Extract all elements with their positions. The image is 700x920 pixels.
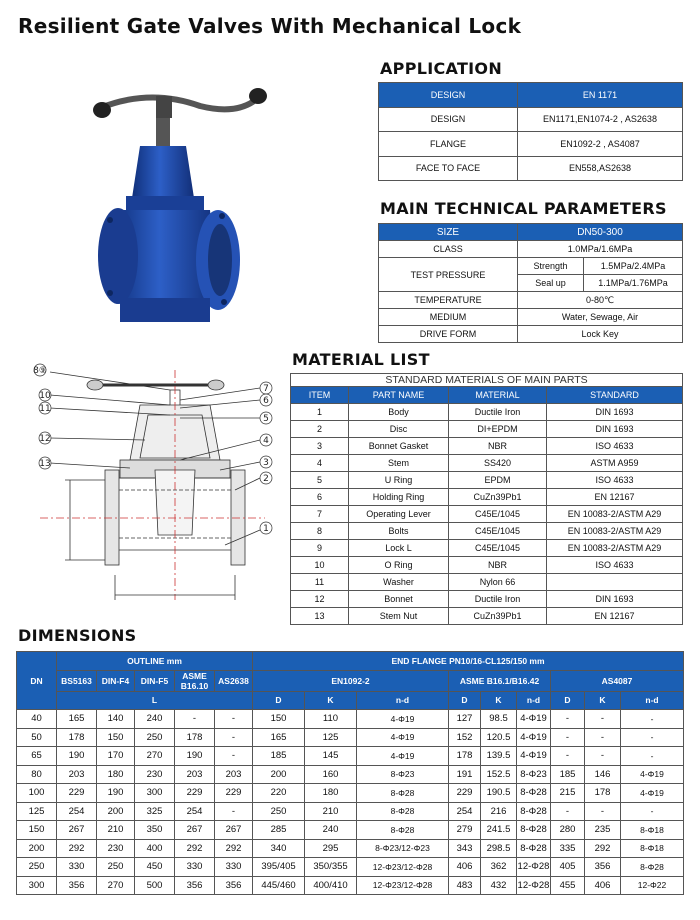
dimension-cell: 8-Φ28 xyxy=(357,784,449,803)
dimension-cell: - xyxy=(621,802,684,821)
material-row xyxy=(291,557,683,574)
sub-col-header: D xyxy=(253,691,305,710)
svg-text:1: 1 xyxy=(263,524,269,534)
dimension-cell: 200 xyxy=(253,765,305,784)
dimension-cell: 178 xyxy=(175,728,215,747)
dn-cell: 80 xyxy=(17,765,57,784)
strength-value: 1.5MPa/2.4MPa xyxy=(584,258,683,275)
material-cell: ISO 4633 xyxy=(547,438,683,455)
material-row xyxy=(291,421,683,438)
dimension-row xyxy=(17,839,684,858)
material-cell: 3 xyxy=(291,438,349,455)
dimension-cell: 12-Φ28 xyxy=(517,876,551,895)
material-col-header: ITEM xyxy=(291,387,349,404)
parameters-heading: MAIN TECHNICAL PARAMETERS xyxy=(380,199,667,218)
dimension-cell: 267 xyxy=(175,821,215,840)
material-row xyxy=(291,540,683,557)
outline-col-header: AS2638 xyxy=(215,670,253,691)
dimension-cell: 335 xyxy=(551,839,585,858)
outline-col-header: DIN-F4 xyxy=(97,670,135,691)
material-cell: SS420 xyxy=(449,455,547,472)
dimension-cell: 240 xyxy=(135,710,175,729)
material-heading: MATERIAL LIST xyxy=(292,350,430,369)
medium-value: Water, Sewage, Air xyxy=(518,309,683,326)
dimension-cell: 356 xyxy=(215,876,253,895)
material-table xyxy=(290,373,683,625)
dimension-cell: 190 xyxy=(57,747,97,766)
dimension-cell: 400 xyxy=(135,839,175,858)
dimension-cell: 8-Φ28 xyxy=(357,821,449,840)
dn-cell: 200 xyxy=(17,839,57,858)
dimension-cell: 8-Φ28 xyxy=(357,802,449,821)
medium-label: MEDIUM xyxy=(379,309,518,326)
material-row xyxy=(291,455,683,472)
dimension-cell: 152 xyxy=(449,728,481,747)
material-row xyxy=(291,489,683,506)
svg-text:11: 11 xyxy=(39,404,51,414)
dimension-cell: 455 xyxy=(551,876,585,895)
dimension-cell: 229 xyxy=(215,784,253,803)
material-row xyxy=(291,404,683,421)
material-cell: DI+EPDM xyxy=(449,421,547,438)
dimension-cell: 139.5 xyxy=(481,747,517,766)
svg-text:2: 2 xyxy=(263,474,269,484)
flange-group-header: ASME B16.1/B16.42 xyxy=(449,670,551,691)
material-cell: Washer xyxy=(349,574,449,591)
outline-col-header: BS5163 xyxy=(57,670,97,691)
dimension-cell: - xyxy=(585,747,621,766)
application-cell: FLANGE xyxy=(379,132,518,157)
dimension-cell: 254 xyxy=(57,802,97,821)
svg-text:13: 13 xyxy=(39,459,51,469)
material-cell: EN 12167 xyxy=(547,608,683,625)
dimension-cell: 279 xyxy=(449,821,481,840)
dimension-cell: 12-Φ23/12-Φ28 xyxy=(357,876,449,895)
callout-8-9: 8⑨ xyxy=(33,366,47,376)
dimension-cell: 250 xyxy=(97,858,135,877)
dimension-cell: 330 xyxy=(215,858,253,877)
dimension-cell: 483 xyxy=(449,876,481,895)
dimension-cell: 190.5 xyxy=(481,784,517,803)
dn-cell: 250 xyxy=(17,858,57,877)
material-cell: 8 xyxy=(291,523,349,540)
dimension-cell: 165 xyxy=(253,728,305,747)
dimension-cell: 254 xyxy=(175,802,215,821)
dimension-cell: 330 xyxy=(175,858,215,877)
dn-cell: 40 xyxy=(17,710,57,729)
dimension-cell: 292 xyxy=(215,839,253,858)
material-cell: Lock L xyxy=(349,540,449,557)
dimension-cell: - xyxy=(215,747,253,766)
material-col-header: MATERIAL xyxy=(449,387,547,404)
dimension-cell: 160 xyxy=(305,765,357,784)
material-cell: U Ring xyxy=(349,472,449,489)
sub-col-header: D xyxy=(551,691,585,710)
dimension-cell: - xyxy=(551,728,585,747)
dimension-cell: 8-Φ28 xyxy=(517,784,551,803)
dimension-cell: 270 xyxy=(135,747,175,766)
dimension-cell: 140 xyxy=(97,710,135,729)
dimension-row xyxy=(17,747,684,766)
material-cell: Ductile Iron xyxy=(449,591,547,608)
material-cell: 4 xyxy=(291,455,349,472)
material-cell: Bolts xyxy=(349,523,449,540)
application-cell: EN 1171 xyxy=(518,83,683,108)
dimension-cell: 250 xyxy=(253,802,305,821)
material-cell: DIN 1693 xyxy=(547,421,683,438)
dimension-cell: 216 xyxy=(481,802,517,821)
dimension-cell: 4-Φ19 xyxy=(517,710,551,729)
outline-col-header: DIN-F5 xyxy=(135,670,175,691)
dimension-cell: 405 xyxy=(551,858,585,877)
svg-text:5: 5 xyxy=(263,414,269,424)
material-cell: EN 10083-2/ASTM A29 xyxy=(547,523,683,540)
dimension-cell: 8-Φ28 xyxy=(517,802,551,821)
material-cell: Bonnet xyxy=(349,591,449,608)
material-cell: 5 xyxy=(291,472,349,489)
dimension-cell: 8-Φ23 xyxy=(517,765,551,784)
size-label: SIZE xyxy=(379,224,518,241)
dimension-cell: 4-Φ19 xyxy=(621,784,684,803)
material-cell: ASTM A959 xyxy=(547,455,683,472)
material-row xyxy=(291,608,683,625)
dimension-cell: 4-Φ19 xyxy=(517,747,551,766)
dimension-cell: 356 xyxy=(175,876,215,895)
dimension-cell: - xyxy=(175,710,215,729)
dimension-cell: 152.5 xyxy=(481,765,517,784)
application-cell: DESIGN xyxy=(379,83,518,108)
dimension-cell: 185 xyxy=(551,765,585,784)
dimension-cell: 270 xyxy=(97,876,135,895)
material-row xyxy=(291,574,683,591)
dimension-cell: 230 xyxy=(97,839,135,858)
dimension-cell: - xyxy=(585,710,621,729)
sub-col-header: n-d xyxy=(621,691,684,710)
dimension-cell: 110 xyxy=(305,710,357,729)
dimension-cell: 229 xyxy=(175,784,215,803)
dimension-cell: 280 xyxy=(551,821,585,840)
svg-text:7: 7 xyxy=(263,384,269,394)
valve-product-image xyxy=(90,88,290,348)
dimension-cell: 267 xyxy=(215,821,253,840)
dimension-cell: - xyxy=(621,710,684,729)
dimension-cell: 330 xyxy=(57,858,97,877)
dimension-cell: 190 xyxy=(97,784,135,803)
sealup-label: Seal up xyxy=(518,275,584,292)
dimension-cell: 210 xyxy=(97,821,135,840)
material-cell: EPDM xyxy=(449,472,547,489)
dimension-cell: 12-Φ28 xyxy=(517,858,551,877)
dimension-cell: 300 xyxy=(135,784,175,803)
flange-group-header: EN1092-2 xyxy=(253,670,449,691)
material-cell: Stem xyxy=(349,455,449,472)
sub-col-header: K xyxy=(305,691,357,710)
dimension-cell: 350/355 xyxy=(305,858,357,877)
dimension-cell: 215 xyxy=(551,784,585,803)
dimension-row xyxy=(17,858,684,877)
outline-col-header: ASME B16.10 xyxy=(175,670,215,691)
material-cell: 7 xyxy=(291,506,349,523)
dimension-cell: 4-Φ19 xyxy=(517,728,551,747)
svg-text:10: 10 xyxy=(39,391,51,401)
material-cell: Stem Nut xyxy=(349,608,449,625)
dimension-cell: 4-Φ19 xyxy=(357,710,449,729)
dimension-cell: 230 xyxy=(135,765,175,784)
dimension-cell: 340 xyxy=(253,839,305,858)
dimension-cell: - xyxy=(551,747,585,766)
temperature-value: 0-80℃ xyxy=(518,292,683,309)
dimension-cell: - xyxy=(551,710,585,729)
material-row xyxy=(291,472,683,489)
dimension-cell: 356 xyxy=(585,858,621,877)
dimensions-heading: DIMENSIONS xyxy=(18,626,137,645)
dimensions-table xyxy=(16,651,684,895)
dimension-cell: 285 xyxy=(253,821,305,840)
dimension-row xyxy=(17,765,684,784)
application-cell: EN1171,EN1074-2 , AS2638 xyxy=(518,107,683,132)
dimension-cell: 500 xyxy=(135,876,175,895)
material-banner: STANDARD MATERIALS OF MAIN PARTS xyxy=(291,374,683,387)
dimension-row xyxy=(17,710,684,729)
l-header: L xyxy=(57,691,253,710)
application-cell: EN558,AS2638 xyxy=(518,156,683,181)
dimension-row xyxy=(17,784,684,803)
material-cell: 9 xyxy=(291,540,349,557)
dimension-cell: 343 xyxy=(449,839,481,858)
dimension-cell: 165 xyxy=(57,710,97,729)
material-cell: NBR xyxy=(449,557,547,574)
material-cell: 1 xyxy=(291,404,349,421)
test-pressure-label: TEST PRESSURE xyxy=(379,258,518,292)
dimension-cell: 210 xyxy=(305,802,357,821)
dimension-cell: 292 xyxy=(585,839,621,858)
dimension-cell: 292 xyxy=(57,839,97,858)
material-cell: C45E/1045 xyxy=(449,506,547,523)
dimension-row xyxy=(17,728,684,747)
dimension-cell: 295 xyxy=(305,839,357,858)
dimension-cell: 8-Φ18 xyxy=(621,839,684,858)
material-cell: Operating Lever xyxy=(349,506,449,523)
material-cell: EN 10083-2/ASTM A29 xyxy=(547,540,683,557)
outline-header: OUTLINE mm xyxy=(57,652,253,671)
dimension-cell: 254 xyxy=(449,802,481,821)
dimension-cell: 190 xyxy=(175,747,215,766)
material-cell: Body xyxy=(349,404,449,421)
svg-text:4: 4 xyxy=(263,436,269,446)
dimension-cell: 8-Φ28 xyxy=(621,858,684,877)
class-value: 1.0MPa/1.6MPa xyxy=(518,241,683,258)
dimension-cell: - xyxy=(215,802,253,821)
dimension-cell: - xyxy=(621,728,684,747)
svg-text:12: 12 xyxy=(39,434,51,444)
material-cell: 6 xyxy=(291,489,349,506)
dimension-cell: 406 xyxy=(585,876,621,895)
material-cell: EN 12167 xyxy=(547,489,683,506)
dimension-cell: 180 xyxy=(97,765,135,784)
dimension-cell: 8-Φ18 xyxy=(621,821,684,840)
dimension-cell: 203 xyxy=(175,765,215,784)
dimension-cell: - xyxy=(215,728,253,747)
dimension-cell: 350 xyxy=(135,821,175,840)
dimension-cell: 229 xyxy=(449,784,481,803)
material-row xyxy=(291,438,683,455)
dimension-cell: 356 xyxy=(57,876,97,895)
flange-group-header: AS4087 xyxy=(551,670,684,691)
dimension-cell: 125 xyxy=(305,728,357,747)
dimension-cell: - xyxy=(621,747,684,766)
dimension-cell: 8-Φ23 xyxy=(357,765,449,784)
valve-cross-section-drawing xyxy=(20,360,282,610)
dimension-cell: 4-Φ19 xyxy=(357,728,449,747)
dimension-cell: 362 xyxy=(481,858,517,877)
dimension-cell: 150 xyxy=(253,710,305,729)
dimension-cell: 146 xyxy=(585,765,621,784)
dimension-cell: 445/460 xyxy=(253,876,305,895)
dimension-cell: 12-Φ23/12-Φ28 xyxy=(357,858,449,877)
material-cell xyxy=(547,574,683,591)
material-cell: CuZn39Pb1 xyxy=(449,608,547,625)
material-cell: C45E/1045 xyxy=(449,540,547,557)
material-cell: DIN 1693 xyxy=(547,591,683,608)
dn-cell: 65 xyxy=(17,747,57,766)
material-row xyxy=(291,523,683,540)
dimension-cell: - xyxy=(215,710,253,729)
dimension-cell: 8-Φ28 xyxy=(517,821,551,840)
drive-form-value: Lock Key xyxy=(518,326,683,343)
dimension-cell: 170 xyxy=(97,747,135,766)
material-cell: 11 xyxy=(291,574,349,591)
dimension-cell: 203 xyxy=(215,765,253,784)
material-row xyxy=(291,506,683,523)
dimension-cell: 267 xyxy=(57,821,97,840)
dimension-row xyxy=(17,802,684,821)
dn-header: DN xyxy=(17,652,57,710)
svg-text:3: 3 xyxy=(263,458,269,468)
material-cell: NBR xyxy=(449,438,547,455)
dimension-cell: 127 xyxy=(449,710,481,729)
material-cell: DIN 1693 xyxy=(547,404,683,421)
drive-form-label: DRIVE FORM xyxy=(379,326,518,343)
strength-label: Strength xyxy=(518,258,584,275)
material-cell: 12 xyxy=(291,591,349,608)
sub-col-header: D xyxy=(449,691,481,710)
material-cell: O Ring xyxy=(349,557,449,574)
material-col-header: PART NAME xyxy=(349,387,449,404)
dimension-cell: 325 xyxy=(135,802,175,821)
dimension-cell: 250 xyxy=(135,728,175,747)
dimension-cell: 241.5 xyxy=(481,821,517,840)
material-cell: CuZn39Pb1 xyxy=(449,489,547,506)
dimension-cell: 150 xyxy=(97,728,135,747)
application-table xyxy=(378,82,683,181)
material-row xyxy=(291,591,683,608)
material-cell: 13 xyxy=(291,608,349,625)
dimension-cell: 4-Φ19 xyxy=(621,765,684,784)
material-cell: Holding Ring xyxy=(349,489,449,506)
dimension-cell: 4-Φ19 xyxy=(357,747,449,766)
material-cell: Disc xyxy=(349,421,449,438)
dimension-cell: 200 xyxy=(97,802,135,821)
dimension-cell: 178 xyxy=(57,728,97,747)
size-value: DN50-300 xyxy=(518,224,683,241)
dimension-row xyxy=(17,821,684,840)
dimension-cell: 180 xyxy=(305,784,357,803)
application-heading: APPLICATION xyxy=(380,59,503,78)
dimension-cell: - xyxy=(585,728,621,747)
dn-cell: 100 xyxy=(17,784,57,803)
dimension-cell: 450 xyxy=(135,858,175,877)
page-title: Resilient Gate Valves With Mechanical Lock xyxy=(18,14,522,38)
dn-cell: 50 xyxy=(17,728,57,747)
end-flange-header: END FLANGE PN10/16-CL125/150 mm xyxy=(253,652,684,671)
application-cell: FACE TO FACE xyxy=(379,156,518,181)
dimension-cell: 178 xyxy=(585,784,621,803)
dn-cell: 125 xyxy=(17,802,57,821)
temperature-label: TEMPERATURE xyxy=(379,292,518,309)
dimension-cell: 229 xyxy=(57,784,97,803)
sealup-value: 1.1MPa/1.76MPa xyxy=(584,275,683,292)
dimension-cell: - xyxy=(585,802,621,821)
sub-col-header: K xyxy=(481,691,517,710)
dimension-rows xyxy=(17,710,684,895)
svg-text:6: 6 xyxy=(263,396,269,406)
sub-col-header: n-d xyxy=(357,691,449,710)
dn-cell: 300 xyxy=(17,876,57,895)
material-cell: C45E/1045 xyxy=(449,523,547,540)
material-cell: 10 xyxy=(291,557,349,574)
dimension-cell: 191 xyxy=(449,765,481,784)
dimension-cell: 298.5 xyxy=(481,839,517,858)
dimension-cell: 145 xyxy=(305,747,357,766)
application-cell: DESIGN xyxy=(379,107,518,132)
dimension-cell: 395/405 xyxy=(253,858,305,877)
material-cell: EN 10083-2/ASTM A29 xyxy=(547,506,683,523)
dimension-cell: 432 xyxy=(481,876,517,895)
dimension-cell: 220 xyxy=(253,784,305,803)
dimension-cell: 203 xyxy=(57,765,97,784)
dimension-cell: 406 xyxy=(449,858,481,877)
dimension-cell: 235 xyxy=(585,821,621,840)
dimension-cell: 120.5 xyxy=(481,728,517,747)
dimension-cell: - xyxy=(551,802,585,821)
material-cell: Nylon 66 xyxy=(449,574,547,591)
dimension-cell: 292 xyxy=(175,839,215,858)
material-cell: ISO 4633 xyxy=(547,472,683,489)
material-cell: 2 xyxy=(291,421,349,438)
parameters-table xyxy=(378,223,683,343)
dimension-cell: 240 xyxy=(305,821,357,840)
dimension-cell: 8-Φ23/12-Φ23 xyxy=(357,839,449,858)
material-rows xyxy=(291,404,683,625)
material-cell: ISO 4633 xyxy=(547,557,683,574)
dimension-cell: 185 xyxy=(253,747,305,766)
dimension-cell: 178 xyxy=(449,747,481,766)
material-col-header: STANDARD xyxy=(547,387,683,404)
sub-col-header: n-d xyxy=(517,691,551,710)
application-cell: EN1092-2 , AS4087 xyxy=(518,132,683,157)
dimension-cell: 400/410 xyxy=(305,876,357,895)
dimension-cell: 98.5 xyxy=(481,710,517,729)
material-cell: Bonnet Gasket xyxy=(349,438,449,455)
dimension-cell: 12-Φ22 xyxy=(621,876,684,895)
dimension-cell: 8-Φ28 xyxy=(517,839,551,858)
dn-cell: 150 xyxy=(17,821,57,840)
sub-col-header: K xyxy=(585,691,621,710)
class-label: CLASS xyxy=(379,241,518,258)
dimension-row xyxy=(17,876,684,895)
material-cell: Ductile Iron xyxy=(449,404,547,421)
